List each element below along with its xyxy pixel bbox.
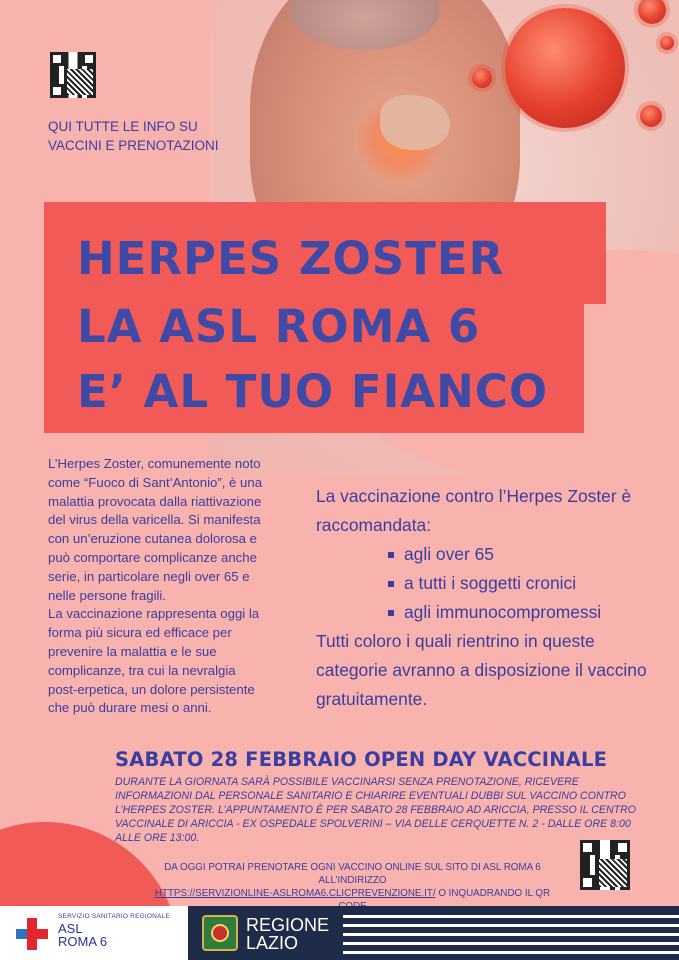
footer-stripe — [343, 933, 679, 936]
virus-icon — [505, 8, 625, 128]
open-day-title: SABATO 28 FEBBRAIO OPEN DAY VACCINALE — [115, 748, 608, 771]
qr-code-icon[interactable] — [580, 840, 630, 890]
booking-text-after: O INQUADRANDO IL QR — [438, 888, 551, 899]
title-line-1: HERPES ZOSTER — [77, 232, 505, 285]
title-line-2: LA ASL ROMA 6 — [77, 300, 481, 353]
asl-logo — [0, 906, 188, 960]
list-item: agli over 65 — [388, 540, 661, 569]
asl-service-label: SERVIZIO SANITARIO REGIONALE — [58, 913, 170, 920]
asl-line-1: ASL — [58, 921, 83, 936]
open-day-section — [115, 748, 655, 845]
list-item: agli immunocompromessi — [388, 598, 661, 627]
footer-stripe — [343, 951, 679, 954]
title-line-3: E’ AL TUO FIANCO — [77, 365, 549, 418]
region-line-1: REGIONE — [246, 915, 330, 935]
intro-paragraph-2: La vaccinazione rappresenta oggi la forma più sicura ed efficace per prevenire la malattia e le sue complicanze, tra cui la nevralgia post-erpetica, un dolore persistente che può durare mesi o anni. — [48, 606, 260, 716]
asl-line-2: ROMA 6 — [58, 934, 108, 949]
recommendation-lead: La vaccinazione contro l’Herpes Zoster è raccomandata: — [316, 486, 632, 535]
recommendation-closing: Tutti coloro i quali rientrino in queste categorie avranno a disposizione il vaccino gratuitamente. — [316, 631, 647, 709]
regione-lazio-logo — [188, 906, 679, 960]
virus-icon — [472, 68, 492, 88]
footer-stripe — [343, 924, 679, 927]
region-name — [246, 916, 329, 952]
recommendation-block — [316, 482, 661, 714]
asl-name — [58, 922, 107, 948]
virus-icon — [660, 36, 674, 50]
qr-caption: QUI TUTTE LE INFO SU VACCINI E PRENOTAZIONI — [48, 119, 219, 153]
qr-code-icon[interactable] — [50, 52, 96, 98]
open-day-description: DURANTE LA GIORNATA SARÀ POSSIBILE VACCINARSI SENZA PRENOTAZIONE, RICEVERE INFORMAZIONI DAL PERSONALE SANITARIO E CHIARIRE EVENTUALI DUBBI SUL VACCINO CONTRO L’HERPES ZOSTER. L’APPUNTAMENTO È PER SABATO 28 FEBBRAIO AD ARICCIA, PRESSO IL CENTRO VACCINALE DI ARICCIA - EX OSPEDALE SPOLVERINI – VIA DELLE CERQUETTE N. 2 - DALLE ORE 8:00 ALLE ORE 13:00. — [115, 776, 636, 844]
intro-text — [48, 455, 266, 718]
regione-lazio-emblem-icon — [202, 915, 238, 951]
recommendation-list — [316, 540, 661, 627]
footer-stripe — [343, 915, 679, 918]
footer-stripe — [343, 942, 679, 945]
intro-paragraph-1: L’Herpes Zoster, comunemente noto come “Fuoco di Sant’Antonio”, è una malattia provocata dalla riattivazione del virus della varicella. Si manifesta con un’eruzione cutanea dolorosa e può comportare complicanze anche serie, in particolare negli over 65 e nelle persone fragili. — [48, 456, 263, 603]
asl-cross-logo-icon — [16, 918, 48, 950]
region-line-2: LAZIO — [246, 933, 299, 953]
booking-link[interactable]: HTTPS://SERVIZIONLINE-ASLROMA6.CLICPREVENZIONE.IT/ — [154, 888, 436, 899]
virus-icon — [640, 105, 662, 127]
booking-text-before: DA OGGI POTRAI PRENOTARE OGNI VACCINO ONLINE SUL SITO DI ASL ROMA 6 ALL’INDIRIZZO — [164, 862, 541, 886]
title-band — [44, 202, 606, 433]
list-item: a tutti i soggetti cronici — [388, 569, 661, 598]
